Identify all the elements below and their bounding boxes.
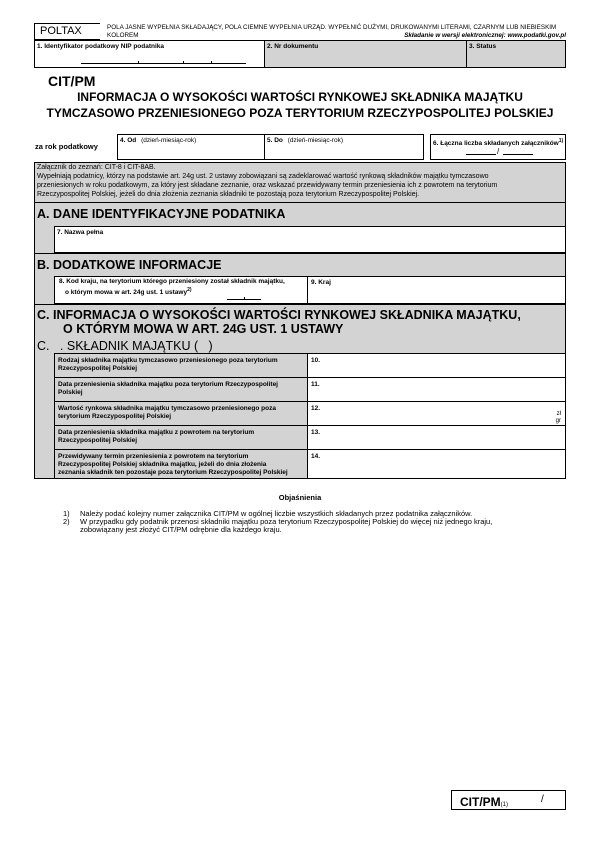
nip-separator bbox=[183, 61, 184, 64]
expected-return-field[interactable] bbox=[307, 449, 566, 479]
market-value-unit-zl: zł bbox=[556, 411, 561, 417]
footer-form-code-box bbox=[451, 790, 566, 810]
country-code-footnote-ref: 2) bbox=[187, 287, 192, 293]
country-code-label-line2: o którym mowa w art. 24g ust. 1 ustawy bbox=[65, 289, 188, 297]
status-field bbox=[466, 40, 566, 68]
market-value-field[interactable] bbox=[307, 401, 566, 426]
country-field[interactable] bbox=[307, 276, 566, 304]
transfer-out-date-field[interactable] bbox=[307, 377, 566, 402]
expected-return-label-line2: Rzeczypospolitej Polskiej składnika majątku, jeżeli do dnia złożenia bbox=[58, 461, 267, 468]
doc-number-label: 2. Nr dokumentu bbox=[267, 43, 319, 50]
asset-kind-field-number: 10. bbox=[311, 357, 321, 364]
footer-form-code: CIT/PM bbox=[460, 795, 501, 809]
expected-return-label-line1: Przewidywany termin przeniesienia z powrotem na terytorium bbox=[58, 453, 249, 460]
electronic-note: Składanie w wersji elektronicznej: www.podatki.gov.pl bbox=[404, 32, 566, 39]
full-name-label: 7. Nazwa pełna bbox=[57, 229, 104, 236]
nip-separator bbox=[211, 61, 212, 64]
intro-line4: Rzeczypospolitej Polskiej, jeżeli do dnia złożenia zeznania składniki te pozostają poza terytorium Rzeczypospolitej Polskiej. bbox=[37, 191, 420, 198]
attachments-slash: / bbox=[497, 147, 500, 156]
note-1-text: Należy podać kolejny numer załącznika CIT/PM w ogólnej liczbie wszystkich składanych przez podatnika załączników. bbox=[80, 509, 473, 518]
intro-line3: przeniesionych w roku podatkowym, za który jest składane zeznanie, oraz wskazać przewidywany termin przeniesienia ich z powrotem na terytorium bbox=[37, 182, 498, 189]
section-c-title-line2: O KTÓRYM MOWA W ART. 24G UST. 1 USTAWY bbox=[63, 322, 344, 336]
transfer-out-date-field-number: 11. bbox=[311, 381, 320, 388]
instruction-line1: POLA JASNE WYPEŁNIA SKŁADAJĄCY, POLA CIEMNE WYPEŁNIA URZĄD. WYPEŁNIĆ DUŻYMI, DRUKOWANYMI LITERAMI, CZARNYM LUB NIEBIESKIM bbox=[107, 24, 557, 31]
attachment-total-line bbox=[503, 154, 533, 155]
note-1-number: 1) bbox=[63, 509, 70, 518]
doc-number-field bbox=[264, 40, 467, 68]
status-label: 3. Status bbox=[469, 43, 497, 50]
attachments-footnote-ref: 1) bbox=[558, 138, 564, 144]
return-date-label-line1: Data przeniesienia składnika majątku z powrotem na terytorium bbox=[58, 429, 255, 436]
country-code-separator bbox=[244, 297, 245, 300]
section-c-title-line1: C. INFORMACJA O WYSOKOŚCI WARTOŚCI RYNKOWEJ SKŁADNIKA MAJĄTKU, bbox=[37, 308, 521, 322]
return-date-field[interactable] bbox=[307, 425, 566, 450]
asset-subsection-title: C. . SKŁADNIK MAJĄTKU ( ) bbox=[37, 339, 213, 353]
notes-heading: Objaśnienia bbox=[278, 493, 322, 502]
footer-page-slash: / bbox=[541, 794, 544, 805]
date-from-label: 4. Od bbox=[120, 137, 137, 144]
date-from-hint: (dzień-miesiąc-rok) bbox=[141, 137, 197, 144]
country-code-label-line1: 8. Kod kraju, na terytorium którego przeniesiony został składnik majątku, bbox=[59, 278, 285, 285]
note-2-line1: W przypadku gdy podatnik przenosi składniki majątku poza terytorium Rzeczypospolitej Polskiej do więcej niż jednego kraju, bbox=[80, 517, 493, 526]
full-name-field[interactable] bbox=[54, 226, 566, 253]
transfer-out-date-label-line1: Data przeniesienia składnika majątku poza terytorium Rzeczypospolitej bbox=[58, 381, 278, 388]
nip-field[interactable] bbox=[34, 40, 265, 68]
market-value-unit-gr: gr bbox=[555, 418, 561, 424]
date-to-hint: (dzień-miesiąc-rok) bbox=[287, 137, 343, 144]
intro-line1: Załącznik do zeznań: CIT-8 i CIT-8AB. bbox=[37, 164, 156, 171]
poltax-brand: POLTAX bbox=[40, 25, 82, 37]
date-from-field[interactable] bbox=[117, 134, 265, 160]
intro-box bbox=[34, 162, 566, 203]
expected-return-label-line3: zeznania składnik ten pozostaje poza terytorium Rzeczypospolitej Polskiej bbox=[58, 469, 288, 476]
date-to-label: 5. Do bbox=[267, 137, 283, 144]
transfer-out-date-label-line2: Polskiej bbox=[58, 389, 83, 396]
return-date-label-line2: Rzeczypospolitej Polskiej bbox=[58, 437, 138, 444]
asset-kind-field[interactable] bbox=[307, 353, 566, 378]
country-label: 9. Kraj bbox=[311, 279, 331, 286]
form-title-line1: INFORMACJA O WYSOKOŚCI WARTOŚCI RYNKOWEJ SKŁADNIKA MAJĄTKU bbox=[77, 90, 523, 104]
nip-dotted-line bbox=[81, 63, 246, 64]
section-a-title: A. DANE IDENTYFIKACYJNE PODATNIKA bbox=[37, 207, 286, 221]
attachment-number-line bbox=[466, 154, 496, 155]
asset-kind-label-line2: Rzeczypospolitej Polskiej bbox=[58, 365, 138, 372]
note-2-line2: zobowiązany jest złożyć CIT/PM odrębnie dla każdego kraju. bbox=[80, 525, 282, 534]
nip-separator bbox=[138, 61, 139, 64]
market-value-label-line2: terytorium Rzeczypospolitej Polskiej bbox=[58, 413, 172, 420]
date-to-field[interactable] bbox=[264, 134, 424, 160]
attachments-label: 6. Łączna liczba składanych załączników bbox=[433, 140, 559, 148]
market-value-field-number: 12. bbox=[311, 405, 321, 412]
nip-label: 1. Identyfikator podatkowy NIP podatnika bbox=[37, 43, 165, 50]
asset-kind-label-line1: Rodzaj składnika majątku tymczasowo przeniesionego poza terytorium bbox=[58, 357, 278, 364]
return-date-field-number: 13. bbox=[311, 429, 321, 436]
attachments-count-field[interactable] bbox=[430, 134, 566, 160]
intro-line2: Wypełniają podatnicy, którzy na podstawie art. 24g ust. 2 ustawy zobowiązani są zadeklarować wartość rynkową składników majątku tymczasowo bbox=[37, 173, 489, 180]
section-b-title: B. DODATKOWE INFORMACJE bbox=[37, 258, 222, 272]
note-2-number: 2) bbox=[63, 517, 70, 526]
expected-return-field-number: 14. bbox=[311, 453, 321, 460]
form-title-line2: TYMCZASOWO PRZENIESIONEGO POZA TERYTORIUM RZECZYPOSPOLITEJ POLSKIEJ bbox=[46, 106, 554, 120]
form-code: CIT/PM bbox=[48, 73, 96, 89]
country-code-field[interactable] bbox=[54, 276, 308, 304]
instruction-line2: KOLOREM bbox=[107, 32, 139, 39]
market-value-label-line1: Wartość rynkowa składnika majątku tymczasowo przeniesionego poza bbox=[58, 405, 276, 412]
tax-year-label: za rok podatkowy bbox=[35, 142, 98, 151]
footer-form-version: (1) bbox=[500, 802, 509, 808]
